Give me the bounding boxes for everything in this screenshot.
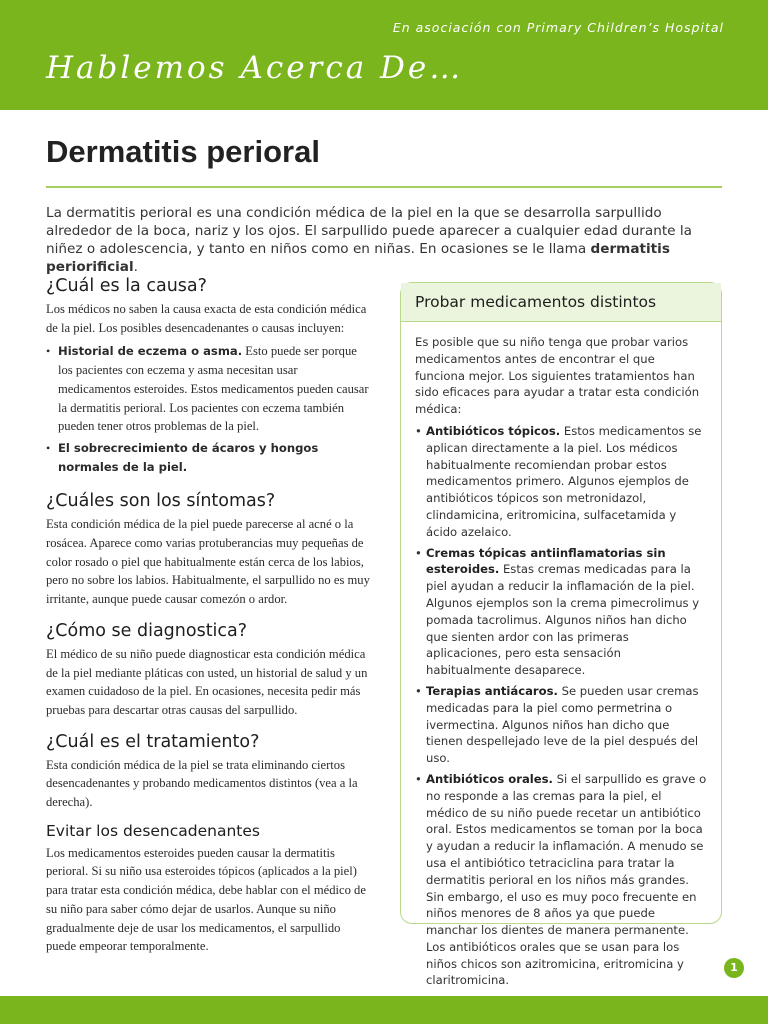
item-strong: Cremas tópicas antiinflamatorias sin esteroides.: [426, 545, 666, 577]
medications-sidebox: [400, 282, 722, 988]
page-title: Dermatitis perioral: [46, 134, 320, 169]
sidebox-title: Probar medicamentos distintos: [415, 293, 657, 311]
list-item: [415, 683, 707, 767]
list-item: [46, 439, 371, 476]
avoid-triggers-body: Los medicamentos esteroides pueden causar la dermatitis perioral. Si su niño usa esteroides tópicos (aplicados a la piel) para tratar esta condición médica, debe hablar con el médico de su niño para saber cómo dejar de usarlos. Aunque su niño gradualmente deje de usar los medicamentos, el sarpullido puede empeorar temporalmente.: [46, 845, 366, 954]
item-text: Esto puede ser porque los pacientes con eczema y asma necesitan usar medicamentos esteroides. Estos medicamentos pueden causar la dermatitis perioral. Los pacientes con eczema también pueden tener otros problemas de la piel.: [58, 344, 369, 434]
cause-list: [46, 342, 371, 476]
intro-text: La dermatitis perioral es una condición médica de la piel en la que se desarrolla sarpullido alrededor de la boca, nariz y los ojos. El sarpullido puede aparecer a cualquier edad durante la niñez o adolescencia, y tanto en niños como en niñas. En ocasiones se le llama: [46, 205, 692, 257]
item-text: Estas cremas medicadas para la piel ayudan a reducir la inflamación de la piel. Algunos ejemplos son la crema pimecrolimus y pomada tacrolimus. Algunos niños han dicho que sienten ardor con las primeras aplicaciones, pero esta sensación habitualmente desaparece.: [426, 562, 700, 678]
list-item: [415, 771, 707, 989]
header-banner: [0, 0, 768, 110]
item-text: Si el sarpullido es grave o no responde a las cremas para la piel, el médico de su niño puede recetar un antibiótico oral. Estos medicamentos se toman por la boca y ayudan a reducir la inflamación. A menudo se usa el antibiótico tetraciclina para tratar la dermatitis perioral en los niños más grandes. Sin embargo, el uso es muy poco frecuente en niños menores de 8 años ya que puede manchar los dientes de manera permanente. Los antibióticos orales que se usan para los niños chicos son azitromicina, eritromicina y claritromicina.: [426, 771, 707, 988]
diagnosis-body: El médico de su niño puede diagnosticar esta condición médica de la piel mediante pláticas con usted, un historial de salud y un examen cuidadoso de la piel. En ocasiones, necesita pedir más pruebas para descartar otras causas del sarpullido.: [46, 646, 368, 717]
title-divider: [46, 186, 722, 188]
sidebox-list: [415, 423, 707, 989]
item-strong: Terapias antiácaros.: [426, 683, 558, 698]
sidebox-header: [401, 283, 721, 322]
sidebox-body: [401, 322, 721, 989]
left-column: [46, 276, 371, 956]
list-item: [46, 342, 371, 436]
list-item: [415, 423, 707, 541]
list-item: [415, 545, 707, 679]
symptoms-heading: ¿Cuáles son los síntomas?: [46, 491, 276, 512]
item-text: Estos medicamentos se aplican directamente a la piel. Los médicos habitualmente recomiendan probar estos medicamentos primero. Algunos ejemplos de antibióticos tópicos son metronidazol, clindamicina, eritromicina, sulfacetamida y ácido azelaico.: [426, 423, 702, 539]
sidebox-intro: Es posible que su niño tenga que probar varios medicamentos antes de encontrar el que funciona mejor. Los siguientes tratamientos han sido eficaces para ayudar a tratar esta condición médica:: [415, 335, 700, 417]
cause-body: Los médicos no saben la causa exacta de esta condición médica de la piel. Los posibles desencadenantes o causas incluyen:: [46, 302, 367, 335]
footer-band: [0, 996, 768, 1024]
item-strong: Antibióticos orales.: [426, 771, 553, 786]
page-number-badge: 1: [724, 958, 744, 978]
treatment-heading: ¿Cuál es el tratamiento?: [46, 731, 260, 752]
item-strong: Antibióticos tópicos.: [426, 423, 561, 438]
treatment-body: Esta condición médica de la piel se trata eliminando ciertos desencadenantes y probando medicamentos distintos (vea a la derecha).: [46, 757, 358, 810]
series-title: Hablemos Acerca De…: [46, 50, 464, 86]
symptoms-body: Esta condición médica de la piel puede parecerse al acné o la rosácea. Aparece como varias protuberancias muy pequeñas de color rosado o piel que habitualmente están cerca de los labios, pero no sobre los labios. Habitualmente, el sarpullido no es muy irritante, aunque puede causar comezón o ardor.: [46, 517, 370, 607]
item-strong: El sobrecrecimiento de ácaros y hongos normales de la piel.: [58, 440, 319, 474]
item-strong: Historial de eczema o asma.: [58, 344, 243, 359]
diagnosis-heading: ¿Cómo se diagnostica?: [46, 620, 248, 641]
intro-paragraph: [46, 204, 722, 276]
item-text: Se pueden usar cremas medicadas para la piel como permetrina o ivermectina. Algunos niños han dicho que tienen despellejado leve de la piel después del uso.: [426, 683, 699, 766]
intro-term: dermatitis periorificial: [46, 241, 670, 275]
avoid-triggers-heading: Evitar los desencadenantes: [46, 821, 260, 840]
intro-end: .: [133, 259, 138, 275]
cause-heading: ¿Cuál es la causa?: [46, 276, 207, 296]
partner-line: En asociación con Primary Children’s Hospital: [392, 20, 724, 35]
